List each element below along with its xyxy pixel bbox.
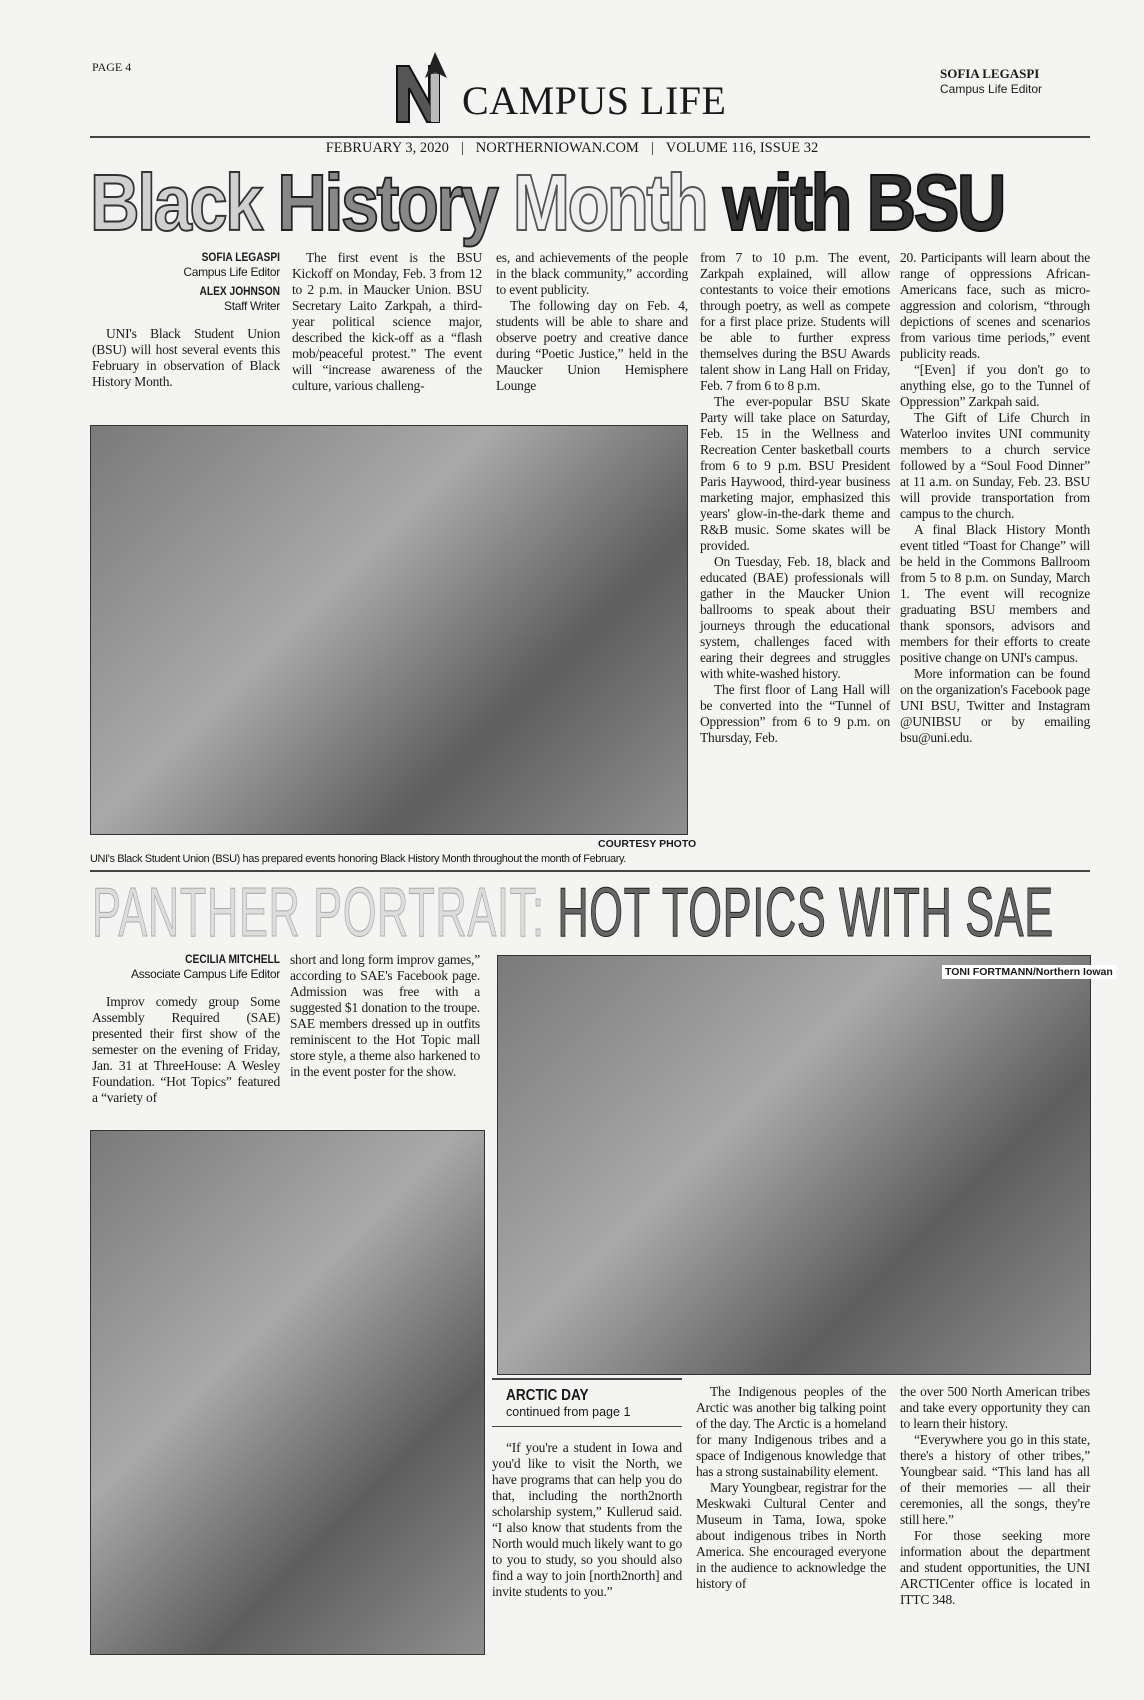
story3-column-1	[492, 1440, 682, 1600]
story1-column-1	[92, 250, 280, 390]
byline-name: CECILIA MITCHELL	[185, 952, 280, 966]
paragraph: “If you're a student in Iowa and you'd like to visit the North, we have programs that can help you do that, including the north2north scholarship system,” Kullerud said. “I also know that students from the North would much likely want to go to you to study, so you should also find a way to join [north2north] and invite students to you.”	[492, 1440, 682, 1599]
paragraph: The Indigenous peoples of the Arctic was another big talking point of the day. The Arctic is a homeland for many Indigenous tribes and a space of Indigenous knowledge that has a strong sustainability element.	[696, 1384, 886, 1479]
byline	[92, 250, 280, 280]
jump-line: continued from page 1	[506, 1405, 631, 1419]
paragraph: The first floor of Lang Hall will be converted into the “Tunnel of Oppression” from 6 to 9 p.m. on Thursday, Feb.	[700, 682, 890, 745]
story3-column-2	[696, 1384, 886, 1592]
paragraph: “[Even] if you don't go to anything else, go to the Tunnel of Oppression” Zarkpah said.	[900, 362, 1090, 409]
paragraph: The first event is the BSU Kickoff on Monday, Feb. 3 from 12 to 2 p.m. in Maucker Union. BSU Secretary Laito Zarkpah, a third-year political science major, described the kick-off as a “flash mob/peaceful protest.” The event will “increase awareness of the culture, various challeng-	[292, 250, 482, 393]
paragraph: More information can be found on the organization's Facebook page UNI BSU, Twitter and Instagram @UNIBSU or by emailing bsu@uni.edu.	[900, 666, 1090, 745]
byline	[92, 952, 280, 982]
section-editor	[940, 66, 1042, 96]
paragraph: “Everywhere you go in this state, there's a history of other tribes,” Youngbear said. “This land has all of their memories — all their ceremonies, all the songs, they're still here.”	[900, 1432, 1090, 1527]
separator: |	[460, 140, 464, 156]
paragraph: On Tuesday, Feb. 18, black and educated (BAE) professionals will gather in the Maucker Union ballrooms to speak about their journeys through the educational system, challenges faced with earing their degrees and struggles with white-washed history.	[700, 554, 890, 681]
paragraph: Improv comedy group Some Assembly Required (SAE) presented their first show of the semester on the evening of Friday, Jan. 31 at ThreeHouse: A Wesley Foundation. “Hot Topics” featured a “variety of	[92, 994, 280, 1105]
website: NORTHERNIOWAN.COM	[475, 140, 639, 156]
editor-name: SOFIA LEGASPI	[940, 66, 1040, 81]
page-number: PAGE 4	[92, 60, 132, 74]
photo-credit: TONI FORTMANN/Northern Iowan	[942, 965, 1116, 979]
separator: |	[650, 140, 654, 156]
paragraph: For those seeking more information about the department and student opportunities, the UNI ARCTICenter office is located in ITTC 348.	[900, 1528, 1090, 1607]
paragraph: 20. Participants will learn about the range of oppressions African-Americans face, such as micro-aggression and colorism, “through depictions of scenes and scenarios from various time periods,” event publicity reads.	[900, 250, 1090, 361]
story-title: ARCTIC DAY	[506, 1387, 589, 1404]
headline-word: Month	[512, 158, 707, 247]
header-rule	[90, 136, 1090, 138]
photo-caption: UNI's Black Student Union (BSU) has prepared events honoring Black History Month throughout the month of February.	[90, 853, 626, 865]
story2-headline	[92, 873, 1054, 951]
paragraph: A final Black History Month event titled “Toast for Change” will be held in the Commons Ballroom from 5 to 8 p.m. on Sunday, March 1. The event will recognize graduating BSU members and thank sponsors, advisors and members for their efforts to create positive change on UNI's campus.	[900, 522, 1090, 665]
volume-issue: VOLUME 116, ISSUE 32	[665, 140, 819, 156]
paragraph: the over 500 North American tribes and take every opportunity they can to learn their history.	[900, 1384, 1090, 1431]
northern-iowan-logo-icon	[395, 52, 455, 124]
section-title: CAMPUS LIFE	[462, 78, 727, 123]
paragraph: The Gift of Life Church in Waterloo invites UNI community members to a church service followed by a “Soul Food Dinner” at 11 a.m. on Sunday, Feb. 23. BSU will provide transportation from campus to the church.	[900, 410, 1090, 521]
story1-column-5	[900, 250, 1090, 746]
byline	[92, 284, 280, 314]
bsu-group-photo	[90, 425, 688, 835]
sae-performer-photo	[90, 1130, 485, 1655]
story-headline	[90, 158, 1005, 247]
byline-title: Campus Life Editor	[183, 265, 280, 279]
editor-title: Campus Life Editor	[940, 82, 1043, 96]
section-rule	[90, 870, 1090, 872]
story2-column-2	[290, 952, 480, 1080]
paragraph: es, and achievements of the people in the black community,” according to event publicity.	[496, 250, 688, 297]
dateline	[0, 140, 1144, 157]
byline-title: Staff Writer	[224, 299, 280, 313]
issue-date: FEBRUARY 3, 2020	[325, 140, 449, 156]
continued-header	[492, 1378, 682, 1427]
headline-main: HOT TOPICS WITH SAE	[557, 873, 1054, 951]
paragraph: UNI's Black Student Union (BSU) will host several events this February in observation of Black History Month.	[92, 326, 280, 389]
headline-word: History	[277, 158, 497, 247]
paragraph: The ever-popular BSU Skate Party will take place on Saturday, Feb. 15 in the Wellness and Recreation Center basketball courts from 6 to 9 p.m. BSU President Paris Haywood, third-year business marketing major, emphasized this years' glow-in-the-dark theme and R&B music. Some skates will be provided.	[700, 394, 890, 553]
paragraph: from 7 to 10 p.m. The event, Zarkpah explained, will allow contestants to voice their emotions through poetry, as well as compete for a first place prize. Students will be able to further express themselves during the BSU Awards talent show in Lang Hall on Friday, Feb. 7 from 6 to 8 p.m.	[700, 250, 890, 393]
headline-kicker: PANTHER PORTRAIT:	[92, 873, 545, 951]
story1-column-2	[292, 250, 482, 394]
paragraph: The following day on Feb. 4, students will be able to share and observe poetry and creative dance during “Poetic Justice,” held in the Maucker Union Hemisphere Lounge	[496, 298, 688, 393]
byline-title: Associate Campus Life Editor	[130, 967, 280, 981]
headline-word: with BSU	[722, 158, 1005, 247]
story3-column-3	[900, 1384, 1090, 1608]
headline-word: Black	[90, 158, 261, 247]
sae-performers-photo	[497, 955, 1091, 1375]
byline-name: ALEX JOHNSON	[199, 284, 280, 298]
story2-column-1	[92, 952, 280, 1106]
story1-column-4	[700, 250, 890, 746]
story1-column-3	[496, 250, 688, 394]
photo-credit: COURTESY PHOTO	[598, 838, 697, 850]
byline-name: SOFIA LEGASPI	[201, 250, 280, 264]
paragraph: short and long form improv games,” according to SAE's Facebook page. Admission was free with a suggested $1 donation to the troupe. SAE members dressed up in outfits reminiscent to the Hot Topic mall store style, a theme also harkened to in the event poster for the show.	[290, 952, 480, 1079]
paragraph: Mary Youngbear, registrar for the Meskwaki Cultural Center and Museum in Tama, Iowa, spoke about indigenous tribes in North America. She encouraged everyone in the audience to acknowledge the history of	[696, 1480, 886, 1591]
